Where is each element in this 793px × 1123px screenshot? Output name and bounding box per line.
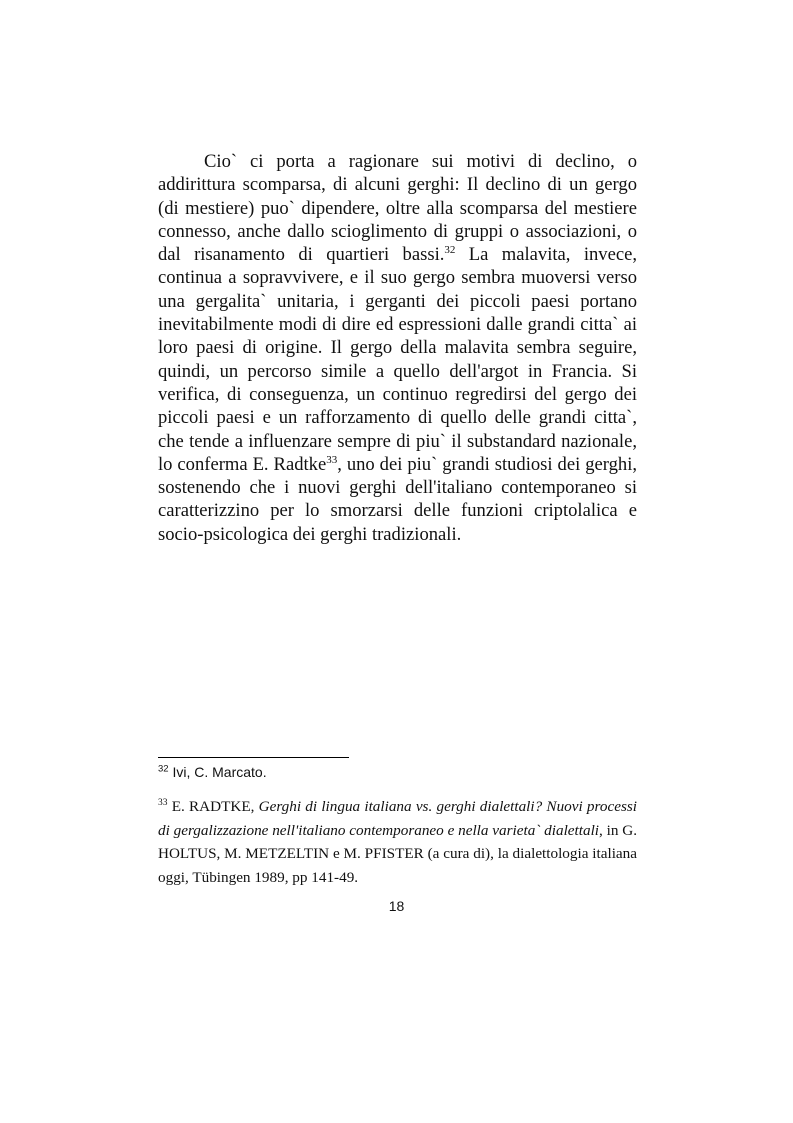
footnote-33 — [158, 795, 637, 889]
footnote-source-33: , in G. HOLTUS, M. METZELTIN e M. PFISTER (a cura di), la dialettologia italiana oggi, Tübingen 1989, pp 141-49. — [158, 821, 638, 886]
main-paragraph — [158, 150, 637, 546]
page-number: 18 — [388, 898, 405, 914]
paragraph-text-part-3: , uno dei piu` grandi studiosi dei gerghi, sostenendo che i nuovi gerghi dell'italiano contemporaneo si caratterizzino per lo smorzarsi delle funzioni criptolalica e socio-psicologica dei gerghi tradizionali. — [158, 453, 638, 545]
footnote-32 — [158, 760, 637, 784]
footnote-author-33: E. RADTKE, — [167, 798, 259, 815]
paragraph-text-part-2: La malavita, invece, continua a sopravvivere, e il suo gergo sembra muoversi verso una gergalita` unitaria, i gerganti dei piccoli paesi portano inevitabilmente modi di dire ed espressioni dalle grandi citta` ai loro paesi di origine. Il gergo della malavita sembra seguire, quindi, un percorso simile a quello dell'argot in Francia. Si verifica, di conseguenza, un continuo regredirsi del gergo dei piccoli paesi e un rafforzamento di quello delle grandi citta`, che tende a influenzare sempre di piu` il substandard nazionale, lo conferma E. Radtke — [158, 244, 637, 475]
footnote-text-32: Ivi, C. Marcato. — [168, 764, 267, 780]
footnote-separator — [158, 757, 349, 758]
footnote-number-32: 32 — [158, 763, 169, 775]
footnote-ref-32[interactable]: 32 — [444, 244, 456, 256]
footnote-number-33: 33 — [158, 797, 168, 808]
paragraph-text-part-1: Cio` ci porta a ragionare sui motivi di declino, o addirittura scomparsa, di alcuni gerghi: Il declino di un gergo (di mestiere) puo` dipendere, oltre alla scomparsa del mestiere connesso, anche dallo scioglimento di gruppi o associazioni, o dal risanamento di quartieri bassi. — [158, 151, 637, 266]
footnote-title-33: Gerghi di lingua italiana vs. gerghi dialettali? Nuovi processi di gergalizzazione nell'italiano contemporaneo e nella varieta` dialettali — [158, 798, 637, 839]
footnote-ref-33[interactable]: 33 — [326, 453, 338, 466]
